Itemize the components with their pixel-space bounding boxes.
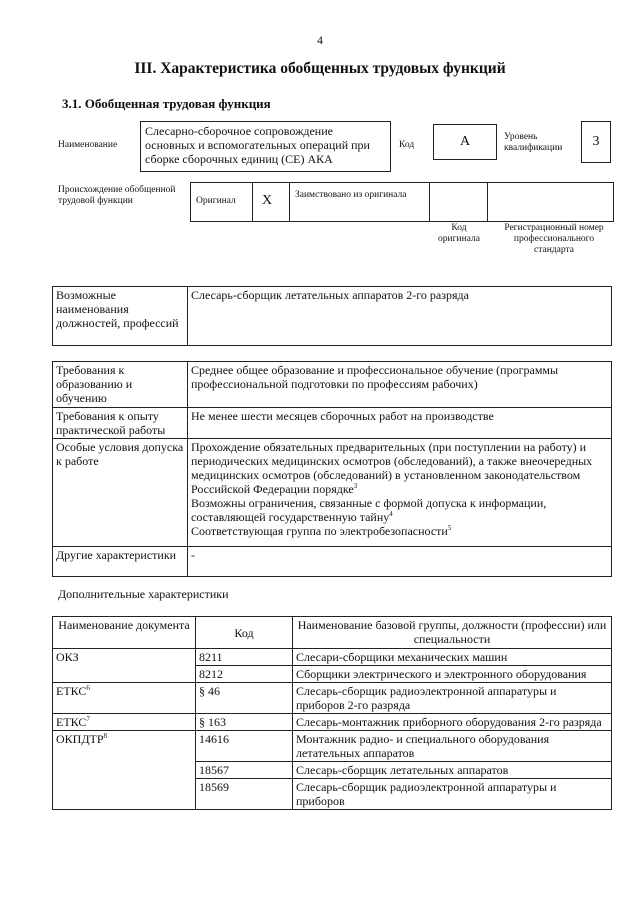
doc-okz: ОКЗ bbox=[53, 649, 196, 683]
col-name-header: Наименование базовой группы, должности (профессии) или специальности bbox=[293, 617, 612, 649]
row-code: 14616 bbox=[196, 731, 293, 762]
footnote-ref-8: 8 bbox=[103, 732, 108, 740]
row-name: Сборщики электрического и электронного оборудования bbox=[293, 666, 612, 683]
table-row bbox=[53, 649, 612, 666]
row-code: 8211 bbox=[196, 649, 293, 666]
origin-box bbox=[190, 182, 614, 222]
row-code: § 163 bbox=[196, 714, 293, 731]
level-label: Уровень квалификации bbox=[504, 132, 563, 153]
requirements-table bbox=[52, 361, 612, 577]
doc-okpdtr: ОКПДТР$^8$ bbox=[53, 731, 196, 810]
row-name: Слесарь-монтажник приборного оборудования 2-го разряда bbox=[293, 714, 612, 731]
name-value: Слесарно-сборочное сопровождение основных и вспомогательных операций при сборке сборочных единиц (СЕ) АКА bbox=[145, 124, 370, 166]
original-mark: X bbox=[262, 193, 273, 208]
special-line-3: Соответствующая группа по электробезопасности bbox=[191, 524, 448, 538]
row-name: Слесарь-сборщик радиоэлектронной аппаратуры и приборов bbox=[293, 779, 612, 810]
col-doc-header: Наименование документа bbox=[53, 617, 196, 649]
code-value-box bbox=[433, 124, 497, 160]
reg-number-caption: Регистрационный номер профессионального стандарта bbox=[504, 223, 604, 255]
row-name: Слесарь-сборщик радиоэлектронной аппаратуры и приборов 2-го разряда bbox=[293, 683, 612, 714]
name-label: Наименование bbox=[58, 140, 118, 150]
row-code: § 46 bbox=[196, 683, 293, 714]
section-title: III. Характеристика обобщенных трудовых функций bbox=[134, 60, 506, 77]
special-line-2: Возможны ограничения, связанные с формой допуска к информации, составляющей государственную тайну bbox=[191, 496, 547, 524]
footnote-ref-5: 5 bbox=[447, 524, 452, 532]
code-label: Код bbox=[399, 140, 415, 150]
level-value: 3 bbox=[592, 134, 600, 149]
origin-label: Происхождение обобщенной трудовой функции bbox=[58, 185, 176, 206]
experience-label: Требования к опыту практической работы bbox=[53, 408, 188, 439]
footnote-ref-3: 3 bbox=[353, 482, 358, 490]
footnote-ref-4: 4 bbox=[389, 510, 393, 518]
original-label: Оригинал bbox=[196, 196, 236, 206]
row-name: Слесари-сборщики механических машин bbox=[293, 649, 612, 666]
special-line-1: Прохождение обязательных предварительных (при поступлении на работу) и периодических медицинских осмотров (обследований), а также внеочередных медицинских осмотров (обследований) в установленном законодательством Российской Федерации порядке bbox=[191, 440, 593, 496]
additional-heading: Дополнительные характеристики bbox=[58, 587, 229, 601]
other-value: - bbox=[188, 547, 612, 577]
experience-value: Не менее шести месяцев сборочных работ на производстве bbox=[188, 408, 612, 439]
row-name: Слесарь-сборщик летательных аппаратов bbox=[293, 762, 612, 779]
origin-divider-4 bbox=[487, 182, 488, 222]
origin-divider-1 bbox=[252, 182, 253, 222]
positions-value: Слесарь-сборщик летательных аппаратов 2-го разряда bbox=[188, 287, 612, 346]
footnote-ref-7: 7 bbox=[86, 715, 90, 723]
origin-divider-3 bbox=[429, 182, 430, 222]
positions-label: Возможные наименования должностей, профессий bbox=[53, 287, 188, 346]
table-row bbox=[53, 714, 612, 731]
code-original-caption: Код оригинала bbox=[438, 223, 480, 244]
special-value bbox=[188, 439, 612, 547]
level-value-box bbox=[581, 121, 611, 163]
positions-table bbox=[52, 286, 612, 346]
doc-etks-1: ЕТКС$^6$ bbox=[53, 683, 196, 714]
page-number: 4 bbox=[317, 33, 323, 47]
footnote-ref-6: 6 bbox=[86, 684, 90, 692]
table-row bbox=[53, 731, 612, 762]
row-name: Монтажник радио- и специального оборудования летательных аппаратов bbox=[293, 731, 612, 762]
code-value: A bbox=[459, 134, 471, 149]
additional-table bbox=[52, 616, 612, 810]
table-row bbox=[53, 683, 612, 714]
other-label: Другие характеристики bbox=[53, 547, 188, 577]
name-value-box bbox=[140, 121, 391, 172]
row-code: 8212 bbox=[196, 666, 293, 683]
education-label: Требования к образованию и обучению bbox=[53, 362, 188, 408]
special-label: Особые условия допуска к работе bbox=[53, 439, 188, 547]
row-code: 18569 bbox=[196, 779, 293, 810]
subsection-title: 3.1. Обобщенная трудовая функция bbox=[62, 96, 271, 111]
origin-divider-2 bbox=[289, 182, 290, 222]
row-code: 18567 bbox=[196, 762, 293, 779]
education-value: Среднее общее образование и профессиональное обучение (программы профессиональной подготовки по профессиям рабочих) bbox=[188, 362, 612, 408]
col-code-header: Код bbox=[196, 617, 293, 649]
doc-etks-2: ЕТКС$^7$ bbox=[53, 714, 196, 731]
borrowed-label: Заимствовано из оригинала bbox=[295, 190, 407, 200]
